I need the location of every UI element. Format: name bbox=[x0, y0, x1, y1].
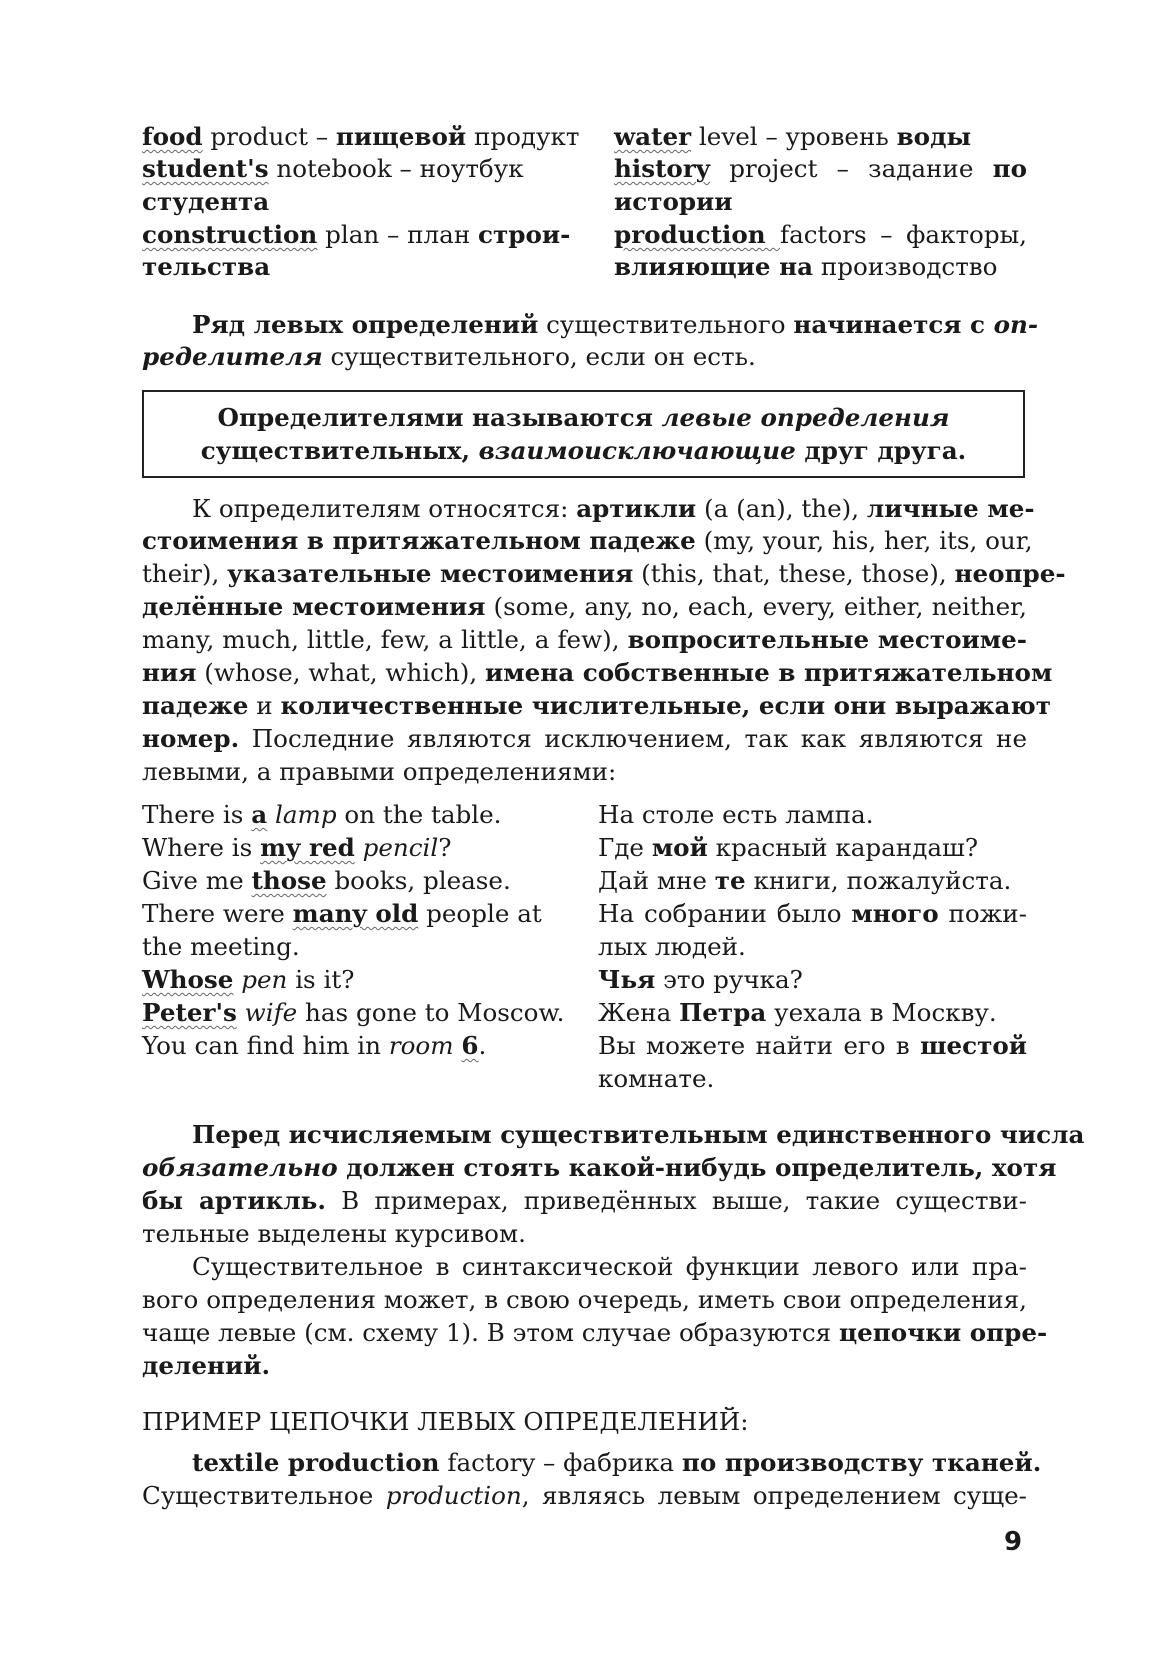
text-line: делённые местоимения (some, any, no, each, every, either, neither, bbox=[142, 592, 1027, 621]
text-line: стоимения в притяжательном падеже (my, your, his, her, its, our, bbox=[142, 526, 1033, 555]
example-translation: На столе есть лампа. bbox=[598, 800, 874, 829]
text-line: ния (whose, what, which), имена собственные в притяжательном bbox=[142, 658, 1053, 687]
vocab-line: production factors – факторы, bbox=[614, 220, 1027, 249]
example-sentence: Where is my red pencil? bbox=[142, 833, 452, 862]
text-line: many, much, little, few, a little, a few), вопросительные местоиме- bbox=[142, 625, 1027, 654]
example-translation: Жена Петра уехала в Москву. bbox=[598, 998, 997, 1027]
example-translation: Где мой красный карандаш? bbox=[598, 833, 979, 862]
vocab-line: влияющие на производство bbox=[614, 252, 998, 281]
text-line: вого определения может, в свою очередь, иметь свои определения, bbox=[142, 1285, 1027, 1314]
text-line: Существительное production, являясь левым определением суще- bbox=[142, 1481, 1027, 1510]
text-line: textile production factory – фабрика по производству тканей. bbox=[192, 1448, 1042, 1477]
text-line: ределителя существительного, если он есть. bbox=[142, 342, 756, 371]
text-line: бы артикль. В примерах, приведённых выше, такие существи- bbox=[142, 1186, 1027, 1215]
example-sentence: You can find him in room 6. bbox=[142, 1031, 487, 1060]
vocab-line: истории bbox=[614, 187, 733, 216]
text-line: номер. Последние являются исключением, так как являются не bbox=[142, 724, 1027, 753]
vocab-line: history project – задание по bbox=[614, 154, 1027, 183]
text-line: левыми, а правыми определениями: bbox=[142, 757, 617, 786]
vocab-line: food product – пищевой продукт bbox=[142, 122, 580, 151]
vocab-line: construction plan – план строи- bbox=[142, 220, 571, 249]
example-sentence: There is a lamp on the table. bbox=[142, 800, 502, 829]
example-translation: На собрании было много пожи- bbox=[598, 899, 1027, 928]
vocab-line: студента bbox=[142, 187, 270, 216]
example-sentence: Give me those books, please. bbox=[142, 866, 511, 895]
example-sentence: Whose pen is it? bbox=[142, 965, 355, 994]
rule-box bbox=[142, 390, 1025, 478]
example-translation: Вы можете найти его в шестой bbox=[598, 1031, 1027, 1060]
page-number: 9 bbox=[1004, 1527, 1023, 1557]
text-line: К определителям относятся: артикли (a (an), the), личные ме- bbox=[192, 494, 1035, 523]
text-line: делений. bbox=[142, 1351, 271, 1380]
example-translation: Дай мне те книги, пожалуйста. bbox=[598, 866, 1012, 895]
text-line: Ряд левых определений существительного начинается с оп- bbox=[192, 310, 1039, 339]
text-line: чаще левые (см. схему 1). В этом случае образуются цепочки опре- bbox=[142, 1318, 1048, 1347]
text-line: обязательно должен стоять какой-нибудь определитель, хотя bbox=[142, 1153, 1057, 1182]
example-heading: ПРИМЕР ЦЕПОЧКИ ЛЕВЫХ ОПРЕДЕЛЕНИЙ: bbox=[142, 1407, 749, 1436]
example-translation: комнате. bbox=[598, 1064, 715, 1093]
rule-line: Определителями называются левые определения bbox=[217, 403, 950, 432]
text-line: their), указательные местоимения (this, that, these, those), неопре- bbox=[142, 559, 1066, 588]
vocab-line: water level – уровень воды bbox=[614, 122, 972, 151]
text-line: тельные выделены курсивом. bbox=[142, 1219, 526, 1248]
vocab-line: тельства bbox=[142, 252, 271, 281]
example-translation: лых людей. bbox=[598, 932, 746, 961]
text-line: Перед исчисляемым существительным единственного числа bbox=[192, 1120, 1085, 1149]
vocab-line: student's notebook – ноутбук bbox=[142, 154, 524, 183]
example-translation: Чья это ручка? bbox=[598, 965, 803, 994]
example-sentence: the meeting. bbox=[142, 932, 300, 961]
example-sentence: There were many old people at bbox=[142, 899, 542, 928]
text-line: падеже и количественные числительные, если они выражают bbox=[142, 691, 1051, 720]
text-line: Существительное в синтаксической функции левого или пра- bbox=[192, 1252, 1027, 1281]
rule-line: существительных, взаимоисключающие друг друга. bbox=[200, 436, 967, 465]
example-sentence: Peter's wife has gone to Moscow. bbox=[142, 998, 565, 1027]
